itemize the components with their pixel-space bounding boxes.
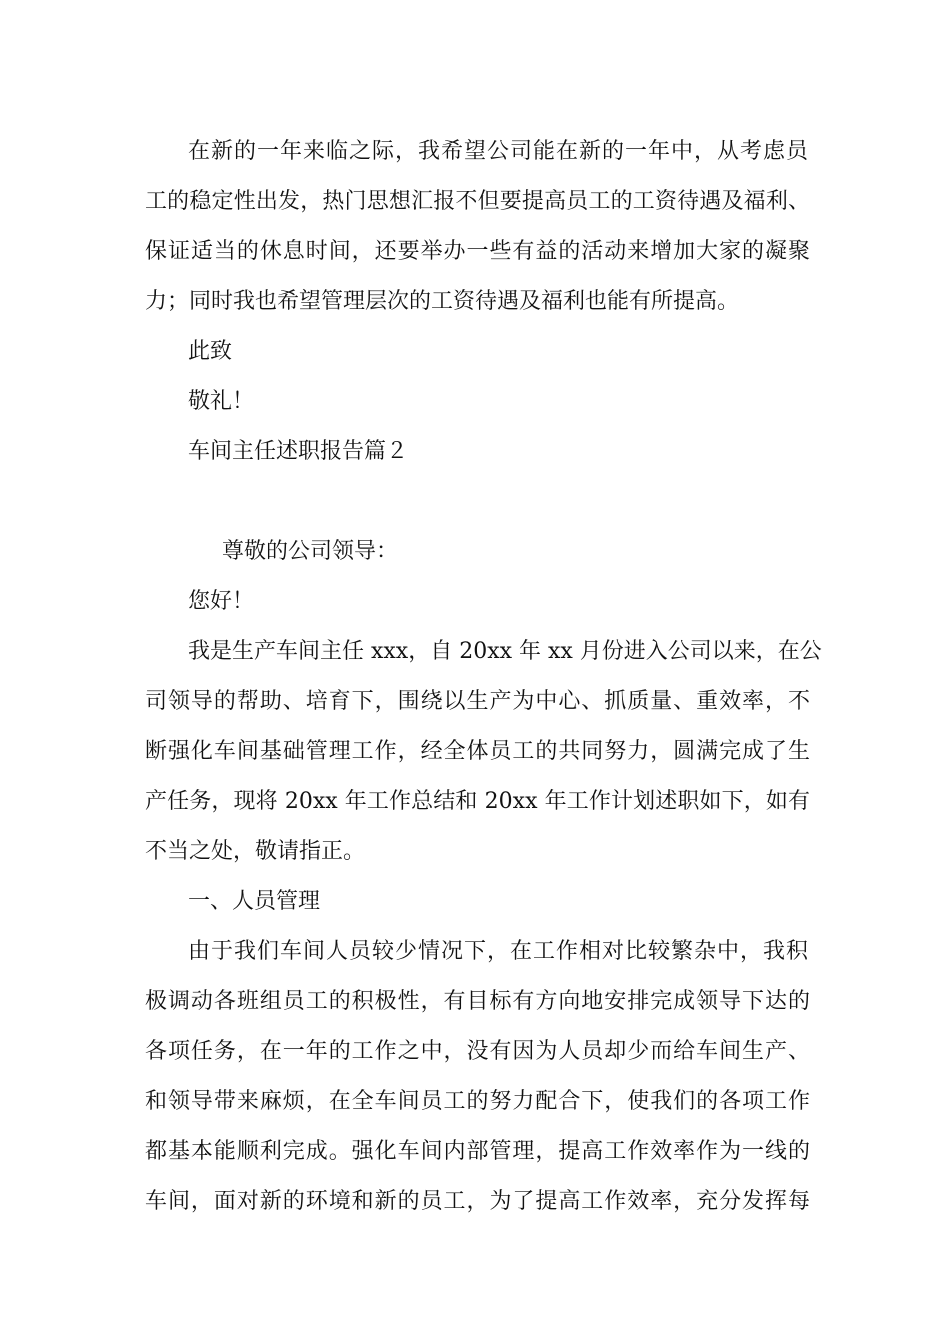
heading-personnel-management: 一、人员管理 bbox=[188, 889, 321, 914]
paragraph-3-line-5: 都基本能顺利完成。强化车间内部管理，提高工作效率作为一线的 bbox=[145, 1139, 810, 1164]
closing-regards: 此致 bbox=[188, 339, 233, 364]
paragraph-3-line-4: 和领导带来麻烦，在全车间员工的努力配合下，使我们的各项工作 bbox=[145, 1089, 810, 1114]
paragraph-3-line-1: 由于我们车间人员较少情况下，在工作相对比较繁杂中，我积 bbox=[188, 939, 808, 964]
paragraph-2-line-3: 断强化车间基础管理工作，经全体员工的共同努力，圆满完成了生 bbox=[145, 739, 810, 764]
closing-salute: 敬礼！ bbox=[188, 389, 255, 414]
paragraph-3-line-6: 车间，面对新的环境和新的员工，为了提高工作效率，充分发挥每 bbox=[145, 1189, 810, 1214]
paragraph-3-line-3: 各项任务，在一年的工作之中，没有因为人员却少而给车间生产、 bbox=[145, 1039, 810, 1064]
greeting: 您好！ bbox=[188, 589, 255, 614]
section-title: 车间主任述职报告篇２ bbox=[188, 439, 409, 464]
paragraph-1-line-2: 工的稳定性出发，热门思想汇报不但要提高员工的工资待遇及福利、 bbox=[145, 189, 810, 214]
paragraph-2-line-2: 司领导的帮助、培育下，围绕以生产为中心、抓质量、重效率，不 bbox=[145, 689, 810, 714]
salutation: 尊敬的公司领导： bbox=[222, 539, 399, 564]
paragraph-1-line-3: 保证适当的休息时间，还要举办一些有益的活动来增加大家的凝聚 bbox=[145, 239, 810, 264]
paragraph-2-line-1: 我是生产车间主任 xxx，自 20xx 年 xx 月份进入公司以来，在公 bbox=[188, 639, 822, 664]
paragraph-2-line-4: 产任务，现将 20xx 年工作总结和 20xx 年工作计划述职如下，如有 bbox=[145, 789, 810, 814]
paragraph-3-line-2: 极调动各班组员工的积极性，有目标有方向地安排完成领导下达的 bbox=[145, 989, 810, 1014]
paragraph-2-line-5: 不当之处，敬请指正。 bbox=[145, 839, 366, 864]
paragraph-1-line-4: 力；同时我也希望管理层次的工资待遇及福利也能有所提高。 bbox=[145, 289, 740, 314]
paragraph-1-line-1: 在新的一年来临之际，我希望公司能在新的一年中，从考虑员 bbox=[188, 139, 808, 164]
